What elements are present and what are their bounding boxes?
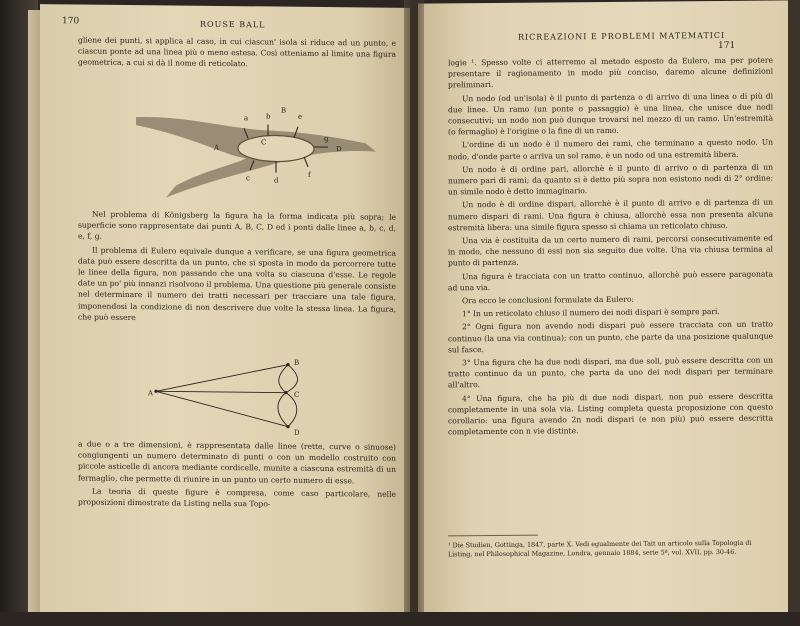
right-body: logie ¹. Spesso volte ci atterremo al metodo esposto da Eulero, ma per potere presentare il ragionamento in modo più conciso, daremo alcune definizioni preliminari. Un nodo (od un'isola) è il punto di partenza o di arrivo di una linea o di più di due linee. Un ramo (un ponte o passaggio) è una linea, che unisce due nodi consecutivi; un nodo non può dunque trovarsi nel mezzo di un ramo. Un'estremità (o fermaglio) è l'origine o la fine di un ramo. L'ordine di un nodo è il numero dei rami, che terminano a questo nodo. Un nodo, d'onde parte o arriva un sol ramo, è un nodo od una estremità libera. Un nodo è di ordine pari, allorchè è il punto di arrivo o di partenza di un numero pari di rami; da quanto si è detto più sopra non esistono nodi di 2° ordine: un simile nodo è detto immaginario. Un nodo è di ordine dispari, allorchè è il punto di arrivo e di partenza di un numero dispari di rami. Una figura è chiusa, allorchè essa non presenta alcuna estremità libera: una simile figura spesso si chiama un reticolato chiuso. Una via è costituita da un certo numero di rami, percorsi consecutivamente ed in modo, che nessuno di essi non sia seguito due volte. Una via chiusa termina al punto di partenza. Una figura è tracciata con un tratto continuo, allorchè può essere paragonata ad una via. Ora ecco le conclusioni formulate da Eulero: 1° In un reticolato chiuso il numero dei nodi dispari è sempre pari. 2° Ogni figura non avendo nodi dispari può essere tracciata con un tratto continuo (la una via continua); con un punto, che parte da una posizione qualunque sul fasce. 3° Una figura che ha due nodi dispari, ma due soli, può essere descritta con un tratto continuo da un punto, che parta da uno dei nodi dispari per terminare all'altro. 4° Una figura, che ha più di due nodi dispari, non può essere descritta completamente in una sola via. Listing completa questa proposizione con questo corollario: una figura avendo 2n nodi dispari (e non più) può essere descritta completamente con n vie distinte. — [448, 55, 773, 437]
footnote-rule — [448, 535, 538, 537]
fig1-label-d: d — [274, 176, 279, 185]
fig1-label-c: c — [246, 174, 250, 183]
konigsberg-figure — [126, 97, 386, 208]
fig1-label-a: a — [244, 114, 249, 123]
fig2-label-A: A — [148, 389, 154, 398]
fig2-label-C: C — [294, 390, 300, 399]
footnote: ¹ Die Studien, Gottinga, 1847, parte X. Vedi egualmente dei Tait un articolo sulla Topologia di Listing, nel Philosophical Magazine, Londra, gennaio 1884, serie 5ª, vol. XVII, pp. 30-46. — [448, 538, 752, 559]
left-top-text: gliene dei punti, si applica al caso, in cui ciascun' isola si riduce ad un punto, e ciascun ponte ad una linea più o meno estesa. Così otteniamo al limite una figura geometrica, a cui si dà il nome di reticolato. — [78, 35, 396, 69]
fig1-label-A: A — [214, 143, 220, 152]
fig1-label-D: D — [336, 145, 342, 154]
left-body-1: Nel problema di Königsberg la figura ha la forma indicata più sopra; le superficie sono rappresentate dai punti A, B, C, D ed i ponti dalle linee a, b, c, d, e, f, g. Il problema di Eulero equivale dunque a verificare, se una figura geometrica data può essere descritta da un punto, che si sposta in modo da percorrere tutte le linee della figura, non passando che una volta su ciascuna d'esse. Le regole date un po' più innanzi risolvono il problema. Una questione più generale consiste nel determinare il numero dei tratti necessari per tracciare una tale figura, imponendosi la condizione di non descrivere due volte la stessa linea. La figura, che può essere — [78, 209, 396, 322]
left-page — [40, 4, 410, 620]
fig1-label-b: b — [266, 112, 271, 121]
table-background — [0, 612, 800, 626]
book-gutter — [404, 0, 424, 626]
book-cover-right — [788, 0, 800, 626]
right-page — [418, 0, 790, 623]
fig1-label-C: C — [261, 138, 267, 147]
fig2-label-D: D — [294, 428, 300, 437]
fig2-label-B: B — [294, 358, 300, 367]
right-running-head: RICREAZIONI E PROBLEMI MATEMATICI — [518, 30, 726, 42]
fig1-label-e: e — [298, 112, 303, 121]
left-body-2: a due o a tre dimensioni, è rappresentata dalle linee (rette, curve o sinuose) congiungenti un numero determinato di punti o con un modello costruito con piccole asticelle di ancora mediante cordicelle, munite a ciascuna estremità di un fermaglio, che permette di riunire in un punto un certo numero di esse. La teoria di queste figure è compresa, come caso particolare, nelle proposizioni dimostrate da Listing nella sua Topo- — [78, 439, 396, 509]
fig1-label-g: g — [324, 135, 329, 144]
right-page-number: 171 — [718, 40, 736, 52]
graph-figure — [148, 355, 338, 437]
left-page-number: 170 — [62, 16, 80, 27]
fig1-label-f: f — [308, 170, 311, 179]
fig1-label-B: B — [281, 106, 287, 115]
left-running-head: ROUSE BALL — [200, 19, 266, 30]
